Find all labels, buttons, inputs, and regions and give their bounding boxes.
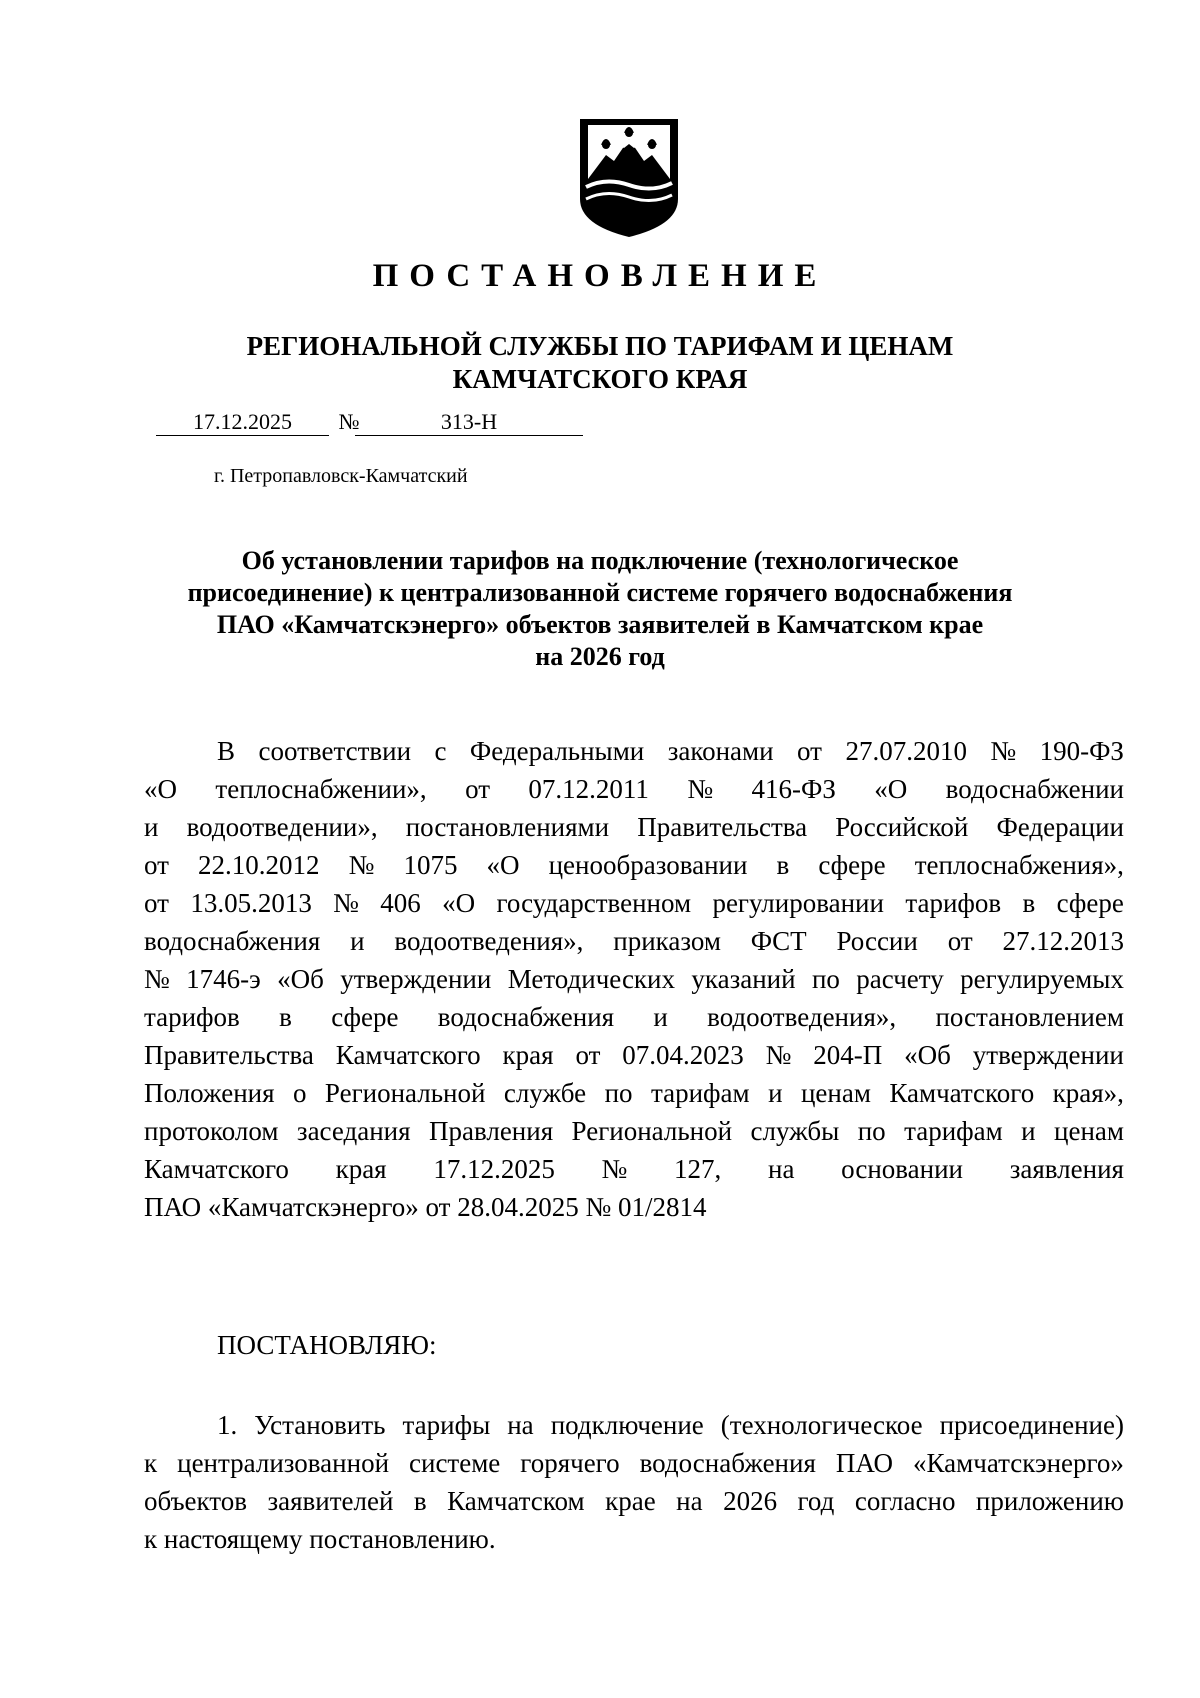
- text-line: [144, 1074, 1124, 1112]
- word: от: [144, 850, 169, 880]
- word: службе: [503, 1078, 587, 1108]
- word: 27.07.2010: [845, 736, 967, 766]
- word: №: [348, 850, 375, 880]
- word: законами: [667, 736, 774, 766]
- word: России: [836, 926, 918, 956]
- word: 17.12.2025: [433, 1154, 555, 1184]
- document-subject: [0, 545, 1200, 673]
- word: края: [335, 1154, 387, 1184]
- word: и: [653, 1002, 668, 1032]
- text-line: [144, 1520, 1124, 1558]
- word: Федерации: [996, 812, 1124, 842]
- word: Методических: [507, 964, 675, 994]
- word: №: [144, 964, 170, 994]
- text-line: [144, 960, 1124, 998]
- text-line: [144, 1112, 1124, 1150]
- text-line: [144, 1406, 1124, 1444]
- word: «О: [874, 774, 908, 804]
- word: сфере: [1056, 888, 1124, 918]
- word: с: [434, 736, 447, 766]
- word: в: [413, 1486, 427, 1516]
- word: водоотведения»,: [707, 1002, 897, 1032]
- word: службы: [750, 1116, 840, 1146]
- word: горячего: [520, 1448, 620, 1478]
- text-line: [144, 1036, 1124, 1074]
- word: регулируемых: [960, 964, 1124, 994]
- word: в: [279, 1002, 292, 1032]
- word: Камчатского: [144, 1154, 289, 1184]
- word: Правительства: [637, 812, 808, 842]
- word: по: [604, 1078, 633, 1108]
- word: и: [1021, 1116, 1036, 1146]
- authority-line: РЕГИОНАЛЬНОЙ СЛУЖБЫ ПО ТАРИФАМ И ЦЕНАМ: [246, 331, 954, 361]
- word: ПАО «Камчатскэнерго» от 28.04.2025 № 01/2814: [144, 1192, 707, 1222]
- word: по: [811, 964, 840, 994]
- word: расчету: [856, 964, 944, 994]
- subject-line: ПАО «Камчатскэнерго» объектов заявителей в Камчатском крае: [216, 610, 984, 639]
- word: «Об: [904, 1040, 951, 1070]
- item-1-paragraph: [144, 1406, 1124, 1558]
- word: соответствии: [258, 736, 412, 766]
- word: ПАО: [835, 1448, 894, 1478]
- subject-line: Об установлении тарифов на подключение (технологическое: [241, 546, 959, 575]
- word: от: [465, 774, 491, 804]
- text-line: [144, 846, 1124, 884]
- word: о: [292, 1078, 307, 1108]
- text-line: [144, 1188, 1124, 1226]
- word: края»,: [1052, 1078, 1124, 1108]
- word: объектов: [144, 1486, 247, 1516]
- word: 190-ФЗ: [1039, 736, 1124, 766]
- word: от: [575, 1040, 601, 1070]
- word: подключение: [550, 1410, 704, 1440]
- word: по: [857, 1116, 886, 1146]
- word: ценам: [1054, 1116, 1124, 1146]
- subject-line: присоединение) к централизованной системе горячего водоснабжения: [187, 578, 1013, 607]
- word: Камчатского: [335, 1040, 481, 1070]
- word: и: [350, 926, 365, 956]
- word: «О: [442, 888, 476, 918]
- word: (технологическое: [720, 1410, 923, 1440]
- word: 13.05.2013: [190, 888, 312, 918]
- word: 127,: [674, 1154, 722, 1184]
- word: «Камчатскэнерго»: [913, 1448, 1124, 1478]
- word: и: [144, 812, 159, 842]
- word: 1075: [403, 850, 458, 880]
- word: ФСТ: [750, 926, 807, 956]
- text-line: [144, 732, 1124, 770]
- word: Камчатского: [889, 1078, 1035, 1108]
- word: 1746-э: [186, 964, 261, 994]
- word: заявителей: [267, 1486, 394, 1516]
- word: тарифам: [904, 1116, 1003, 1146]
- word: на: [507, 1410, 534, 1440]
- city-label: г. Петропавловск-Камчатский: [214, 465, 468, 487]
- text-line: [144, 808, 1124, 846]
- word: водоотведения»,: [394, 926, 584, 956]
- word: от: [144, 888, 169, 918]
- word: согласно: [854, 1486, 956, 1516]
- word: и: [768, 1078, 783, 1108]
- word: водоснабжения: [639, 1448, 816, 1478]
- word: Камчатском: [447, 1486, 585, 1516]
- document-number: 313-Н: [355, 410, 583, 436]
- word: от: [947, 926, 973, 956]
- word: государственном: [496, 888, 692, 918]
- document-date: 17.12.2025: [156, 410, 329, 436]
- subject-line: на 2026 год: [535, 642, 665, 671]
- word: №: [765, 1040, 792, 1070]
- word: сфере: [818, 850, 886, 880]
- word: «Об: [277, 964, 324, 994]
- word: 204-П: [813, 1040, 883, 1070]
- word: заседания: [296, 1116, 411, 1146]
- document-type-title: ПОСТАНОВЛЕНИЕ: [372, 258, 828, 294]
- word: 07.04.2023: [622, 1040, 744, 1070]
- word: 2026: [723, 1486, 778, 1516]
- word: ценам: [800, 1078, 871, 1108]
- word: централизованной: [177, 1448, 390, 1478]
- word: Российской: [835, 812, 969, 842]
- word: постановлением: [935, 1002, 1124, 1032]
- word: «О: [486, 850, 520, 880]
- number-sign: №: [338, 409, 360, 434]
- word: Федеральными: [469, 736, 645, 766]
- authority-line: КАМЧАТСКОГО КРАЯ: [452, 364, 748, 394]
- word: к: [144, 1448, 158, 1478]
- word: протоколом: [144, 1116, 279, 1146]
- word: год: [797, 1486, 835, 1516]
- word: 27.12.2013: [1002, 926, 1124, 956]
- word: сфере: [331, 1002, 399, 1032]
- word: В: [217, 736, 236, 766]
- word: утверждении: [340, 964, 492, 994]
- word: №: [990, 736, 1017, 766]
- preamble-paragraph: [144, 732, 1124, 1226]
- word: системе: [409, 1448, 501, 1478]
- word: «О: [144, 774, 177, 804]
- word: 07.12.2011: [528, 774, 649, 804]
- word: в: [776, 850, 790, 880]
- word: заявления: [1009, 1154, 1124, 1184]
- word: водоснабжения: [144, 926, 321, 956]
- word: приказом: [613, 926, 721, 956]
- word: водоотведении»,: [186, 812, 378, 842]
- word: к настоящему постановлению.: [144, 1524, 496, 1554]
- word: тарифы: [402, 1410, 491, 1440]
- word: крае: [605, 1486, 656, 1516]
- word: Региональной: [324, 1078, 486, 1108]
- word: в: [1022, 888, 1036, 918]
- text-line: [144, 884, 1124, 922]
- text-line: [144, 1482, 1124, 1520]
- word: края: [502, 1040, 554, 1070]
- word: утверждении: [972, 1040, 1124, 1070]
- word: основании: [841, 1154, 963, 1184]
- word: водоснабжения: [437, 1002, 615, 1032]
- word: водоснабжении: [945, 774, 1124, 804]
- word: присоединение): [939, 1410, 1124, 1440]
- word: №: [601, 1154, 628, 1184]
- word: 22.10.2012: [198, 850, 320, 880]
- word: теплоснабжении»,: [215, 774, 427, 804]
- word: Установить: [254, 1410, 386, 1440]
- word: тарифов: [905, 888, 1002, 918]
- decree-word: ПОСТАНОВЛЯЮ:: [217, 1330, 437, 1360]
- kamchatka-coat-of-arms-icon: [576, 115, 682, 239]
- word: от: [797, 736, 822, 766]
- word: №: [333, 888, 359, 918]
- word: теплоснабжения»,: [914, 850, 1124, 880]
- word: тарифам: [650, 1078, 750, 1108]
- word: указаний: [691, 964, 796, 994]
- word: 1.: [217, 1410, 238, 1440]
- text-line: [144, 922, 1124, 960]
- word: ценообразовании: [548, 850, 748, 880]
- word: Региональной: [571, 1116, 733, 1146]
- issuing-authority: [0, 330, 1200, 396]
- word: постановлениями: [405, 812, 610, 842]
- text-line: [144, 1150, 1124, 1188]
- word: 416-ФЗ: [751, 774, 836, 804]
- text-line: [144, 1444, 1124, 1482]
- text-line: [144, 770, 1124, 808]
- word: Правительства: [144, 1040, 314, 1070]
- word: Правления: [428, 1116, 554, 1146]
- text-line: [144, 998, 1124, 1036]
- word: №: [687, 774, 714, 804]
- word: Положения: [144, 1078, 275, 1108]
- word: регулировании: [712, 888, 884, 918]
- word: на: [676, 1486, 703, 1516]
- word: тарифов: [144, 1002, 240, 1032]
- word: 406: [380, 888, 421, 918]
- word: на: [768, 1154, 795, 1184]
- word: приложению: [975, 1486, 1124, 1516]
